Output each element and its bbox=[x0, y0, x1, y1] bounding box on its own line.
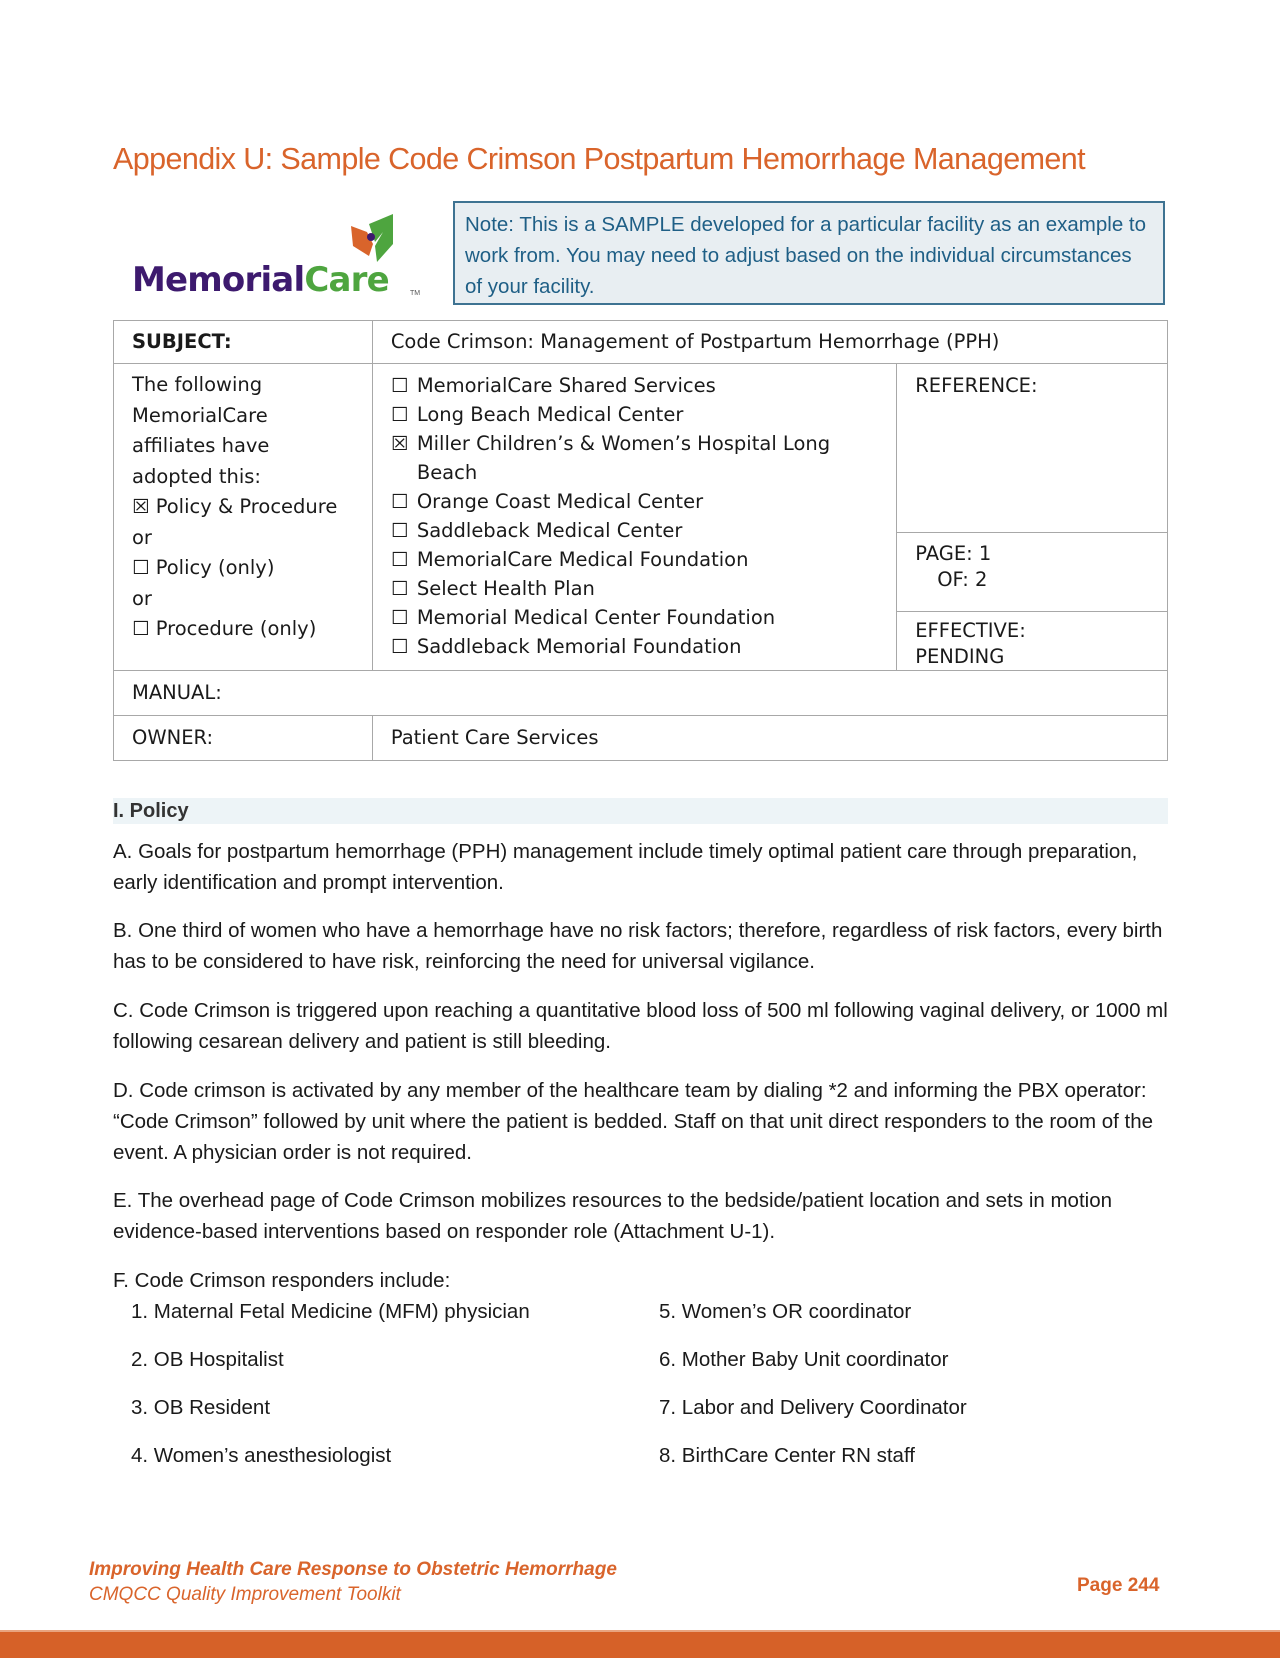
policy-paragraph-f: F. Code Crimson responders include: bbox=[113, 1269, 451, 1292]
page-count-cell bbox=[897, 533, 1168, 612]
manual-label: MANUAL: bbox=[114, 671, 1168, 716]
or-separator: or bbox=[132, 586, 152, 610]
footer-accent-bar bbox=[0, 1630, 1280, 1658]
checkbox-empty-icon: ☐ bbox=[390, 635, 409, 658]
affiliate-item[interactable]: ☐ Saddleback Memorial Foundation bbox=[391, 632, 896, 661]
option-procedure-only[interactable]: ☐ Procedure (only) bbox=[132, 617, 317, 640]
affiliate-item[interactable]: ☐ Select Health Plan bbox=[391, 574, 896, 603]
checkbox-empty-icon: ☐ bbox=[390, 606, 409, 629]
checkbox-checked-icon: ☒ bbox=[390, 432, 409, 455]
owner-label: OWNER: bbox=[114, 716, 373, 761]
owner-value: Patient Care Services bbox=[372, 716, 1167, 761]
policy-paragraph-c: C. Code Crimson is triggered upon reaching a quantitative blood loss of 500 ml following vaginal delivery, or 1000 ml following cesarean delivery and patient is still bleeding. bbox=[113, 999, 1168, 1053]
checkbox-empty-icon: ☐ bbox=[390, 577, 409, 600]
checkbox-empty-icon: ☐ bbox=[390, 374, 409, 397]
affiliate-item[interactable]: ☒ Miller Children’s & Women’s Hospital Long Beach bbox=[391, 429, 896, 487]
footer-line-1: Improving Health Care Response to Obstetric Hemorrhage bbox=[89, 1559, 617, 1580]
logo-wordmark: MemorialCare bbox=[132, 260, 389, 300]
policy-paragraph-b: B. One third of women who have a hemorrhage have no risk factors; therefore, regardless of risk factors, every birth has to be considered to have risk, reinforcing the need for universal vigilance. bbox=[113, 919, 1163, 973]
affiliate-item[interactable]: ☐ Memorial Medical Center Foundation bbox=[391, 603, 896, 632]
footer-line-2: CMQCC Quality Improvement Toolkit bbox=[89, 1584, 401, 1605]
trademark: TM bbox=[410, 290, 421, 297]
responder-item: 4. Women’s anesthesiologist bbox=[131, 1444, 392, 1467]
responder-item: 3. OB Resident bbox=[131, 1396, 271, 1419]
policy-header-table bbox=[113, 320, 1168, 761]
responder-item: 5. Women’s OR coordinator bbox=[659, 1300, 912, 1323]
affiliate-item[interactable]: ☐ MemorialCare Medical Foundation bbox=[391, 545, 896, 574]
policy-section-heading: I. Policy bbox=[113, 798, 1168, 824]
footer-toolkit-title bbox=[89, 1557, 617, 1607]
policy-paragraph-d: D. Code crimson is activated by any member of the healthcare team by dialing *2 and informing the PBX operator: “Code Crimson” followed by unit where the patient is bedded. Staff on that unit direct responders to the room of the event. A physician order is not required. bbox=[113, 1079, 1154, 1164]
checkbox-empty-icon[interactable]: ☐ bbox=[132, 617, 150, 640]
page-label: PAGE: 1 bbox=[915, 542, 992, 565]
checkbox-empty-icon: ☐ bbox=[390, 548, 409, 571]
sample-note-box: Note: This is a SAMPLE developed for a particular facility as an example to work from. You may need to adjust based on the individual circumstances of your facility. bbox=[453, 201, 1165, 305]
policy-paragraph-a: A. Goals for postpartum hemorrhage (PPH) management include timely optimal patient care through preparation, early identification and prompt intervention. bbox=[113, 840, 1138, 894]
leaf-logo-icon bbox=[347, 210, 397, 266]
policy-paragraph-e: E. The overhead page of Code Crimson mobilizes resources to the bedside/patient location and sets in motion evidence-based interventions based on responder role (Attachment U-1). bbox=[113, 1189, 1113, 1243]
checkbox-empty-icon: ☐ bbox=[390, 403, 409, 426]
effective-label: EFFECTIVE: bbox=[915, 619, 1026, 642]
affiliate-item[interactable]: ☐ MemorialCare Shared Services bbox=[391, 371, 896, 400]
page-title: Appendix U: Sample Code Crimson Postpartum Hemorrhage Management bbox=[113, 142, 1085, 176]
affiliates-cell bbox=[372, 364, 896, 671]
adoption-intro: The following MemorialCare affiliates have adopted this: bbox=[132, 373, 270, 488]
page-number: Page 244 bbox=[1077, 1575, 1160, 1596]
of-label: OF: 2 bbox=[937, 568, 988, 591]
responder-item: 8. BirthCare Center RN staff bbox=[659, 1444, 915, 1467]
checkbox-empty-icon: ☐ bbox=[390, 490, 409, 513]
or-separator: or bbox=[132, 525, 152, 549]
effective-cell bbox=[897, 612, 1168, 671]
option-policy-only[interactable]: ☐ Policy (only) bbox=[132, 556, 275, 579]
responder-item: 7. Labor and Delivery Coordinator bbox=[659, 1396, 967, 1419]
checkbox-checked-icon[interactable]: ☒ bbox=[132, 495, 150, 518]
subject-label: SUBJECT: bbox=[114, 321, 373, 364]
effective-value: PENDING bbox=[915, 645, 1005, 668]
adoption-cell bbox=[114, 364, 373, 671]
subject-value: Code Crimson: Management of Postpartum Hemorrhage (PPH) bbox=[372, 321, 1167, 364]
responder-item: 6. Mother Baby Unit coordinator bbox=[659, 1348, 949, 1371]
reference-cell: REFERENCE: bbox=[897, 364, 1168, 533]
affiliate-item[interactable]: ☐ Saddleback Medical Center bbox=[391, 516, 896, 545]
checkbox-empty-icon[interactable]: ☐ bbox=[132, 556, 150, 579]
affiliate-item[interactable]: ☐ Long Beach Medical Center bbox=[391, 400, 896, 429]
responder-item: 1. Maternal Fetal Medicine (MFM) physician bbox=[131, 1300, 530, 1323]
memorialcare-logo bbox=[130, 210, 430, 302]
affiliate-item[interactable]: ☐ Orange Coast Medical Center bbox=[391, 487, 896, 516]
checkbox-empty-icon: ☐ bbox=[390, 519, 409, 542]
responder-item: 2. OB Hospitalist bbox=[131, 1348, 284, 1371]
option-policy-procedure[interactable]: ☒ Policy & Procedure bbox=[132, 495, 338, 518]
